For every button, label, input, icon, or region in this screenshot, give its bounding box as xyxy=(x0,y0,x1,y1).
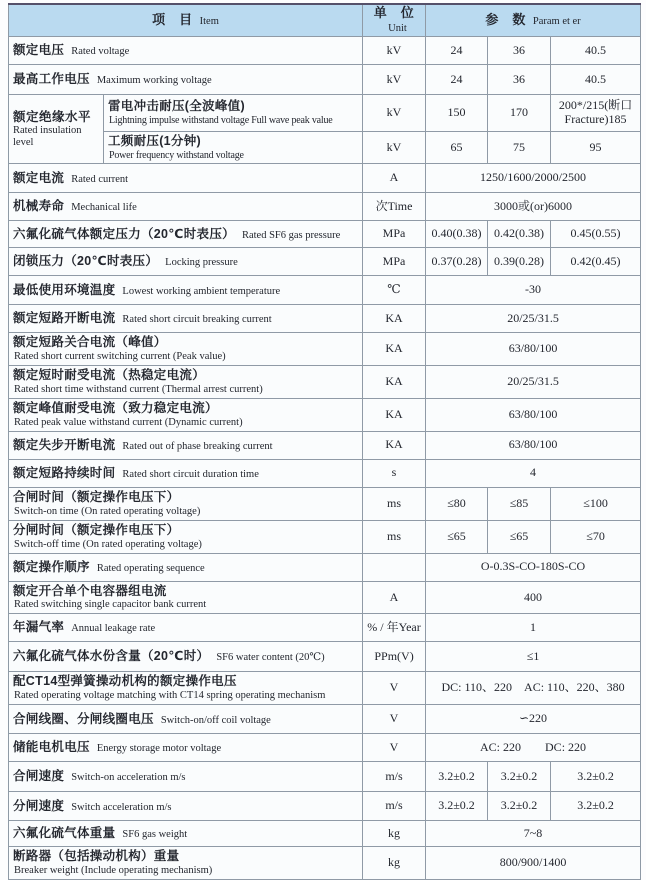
item-en: Switch-on acceleration m/s xyxy=(71,772,186,784)
item-cell xyxy=(9,305,363,333)
value-cell: 63/80/100 xyxy=(426,333,641,366)
table-row xyxy=(9,276,641,305)
table-row xyxy=(9,734,641,762)
value-cell: 0.39(0.28) xyxy=(488,248,551,276)
unit-cell: % / 年Year xyxy=(363,614,426,642)
unit-cell: 次Time xyxy=(363,193,426,221)
value-cell: 1250/1600/2000/2500 xyxy=(426,164,641,193)
item-cell xyxy=(9,333,363,366)
item-cell xyxy=(9,37,363,65)
header-param xyxy=(426,4,641,37)
item-cell xyxy=(9,276,363,305)
header-unit-zh: 单 位 xyxy=(373,5,415,20)
item-cell xyxy=(9,520,363,553)
item-en: Breaker weight (Include operating mechanism) xyxy=(14,865,213,877)
value-cell: 36 xyxy=(488,37,551,65)
value-cell: ≤65 xyxy=(488,520,551,553)
unit-cell xyxy=(363,553,426,581)
unit-cell: s xyxy=(363,459,426,487)
item-en: Energy storage motor voltage xyxy=(96,743,222,755)
value-cell: 3.2±0.2 xyxy=(426,792,488,821)
item-zh: 六氟化硫气体水份含量（20℃时） xyxy=(13,649,210,664)
value-cell: ≤70 xyxy=(551,520,641,553)
unit-cell: PPm(V) xyxy=(363,642,426,672)
item-cell xyxy=(9,614,363,642)
table-row xyxy=(9,847,641,880)
item-en: Rated operating sequence xyxy=(96,562,205,574)
group-zh: 额定绝缘水平 xyxy=(13,110,92,125)
item-zh: 最低使用环境温度 xyxy=(13,282,116,297)
item-en: SF6 gas weight xyxy=(122,829,188,841)
item-en: Rated out of phase breaking current xyxy=(122,440,273,452)
item-en: Switch-on/off coil voltage xyxy=(160,714,271,726)
item-en: Power frequency withstand voltage xyxy=(109,149,244,161)
item-cell xyxy=(9,459,363,487)
item-zh: 雷电冲击耐压(全波峰值) xyxy=(108,99,245,114)
unit-cell: kV xyxy=(363,95,426,132)
item-en: Rated short current switching current (Peak value) xyxy=(14,351,226,363)
item-zh: 六氟化硫气体额定压力（20℃时表压） xyxy=(13,226,235,241)
unit-cell: MPa xyxy=(363,221,426,248)
item-cell xyxy=(9,399,363,432)
item-cell xyxy=(9,164,363,193)
value-cell: 95 xyxy=(551,132,641,164)
item-zh: 合闸速度 xyxy=(13,769,65,784)
item-zh: 分闸速度 xyxy=(13,798,65,813)
value-cell: -30 xyxy=(426,276,641,305)
spec-table xyxy=(8,3,641,880)
unit-cell: KA xyxy=(363,431,426,459)
table-row xyxy=(9,672,641,705)
value-cell: 20/25/31.5 xyxy=(426,305,641,333)
item-zh: 额定操作顺序 xyxy=(13,559,90,574)
table-row xyxy=(9,95,641,132)
item-zh: 储能电机电压 xyxy=(13,740,90,755)
item-cell xyxy=(9,847,363,880)
table-row xyxy=(9,366,641,399)
item-cell xyxy=(9,553,363,581)
table-row xyxy=(9,193,641,221)
item-en: Rated SF6 gas pressure xyxy=(241,229,341,241)
table-row xyxy=(9,65,641,95)
item-en: Rated current xyxy=(71,173,129,185)
item-zh: 分闸时间（额定操作电压下） xyxy=(13,522,180,537)
table-row xyxy=(9,399,641,432)
item-en: Rated voltage xyxy=(71,45,130,57)
item-zh: 六氟化硫气体重量 xyxy=(13,826,116,841)
item-en: Rated operating voltage matching with CT14 spring operating mechanism xyxy=(14,690,326,702)
item-en: Rated peak value withstand current (Dynamic current) xyxy=(14,416,243,428)
value-line2: Fracture)185 xyxy=(564,112,627,126)
item-en: Annual leakage rate xyxy=(71,623,156,635)
table-row xyxy=(9,487,641,520)
value-cell: 400 xyxy=(426,581,641,614)
value-cell: ≤65 xyxy=(426,520,488,553)
value-cell: 150 xyxy=(426,95,488,132)
table-row xyxy=(9,248,641,276)
value-cell: 0.42(0.45) xyxy=(551,248,641,276)
unit-cell: V xyxy=(363,672,426,705)
table-row xyxy=(9,614,641,642)
table-row xyxy=(9,642,641,672)
value-cell: 0.40(0.38) xyxy=(426,221,488,248)
value-cell: AC: 220 DC: 220 xyxy=(426,734,641,762)
value-cell: 40.5 xyxy=(551,37,641,65)
item-en: Rated short time withstand current (Thermal arrest current) xyxy=(14,383,263,395)
item-cell xyxy=(9,366,363,399)
item-zh: 额定失步开断电流 xyxy=(13,437,116,452)
item-zh: 配CT14型弹簧操动机构的额定操作电压 xyxy=(13,674,237,689)
item-zh: 闭锁压力（20℃时表压） xyxy=(13,254,159,269)
value-cell: 63/80/100 xyxy=(426,399,641,432)
table-row xyxy=(9,581,641,614)
value-cell: 75 xyxy=(488,132,551,164)
value-line1: 200*/215(断口 xyxy=(558,98,633,113)
value-cell: 65 xyxy=(426,132,488,164)
item-cell xyxy=(104,132,363,164)
insulation-group-cell xyxy=(9,95,104,164)
value-cell: DC: 110、220 AC: 110、220、380 xyxy=(426,672,641,705)
unit-cell: kV xyxy=(363,37,426,65)
item-en: Lowest working ambient temperature xyxy=(122,285,281,297)
header-item-zh: 项 目 xyxy=(152,11,193,27)
table-row xyxy=(9,762,641,792)
unit-cell: kV xyxy=(363,132,426,164)
table-row xyxy=(9,792,641,821)
header-row xyxy=(9,4,641,37)
item-cell xyxy=(9,221,363,248)
value-cell: ≤1 xyxy=(426,642,641,672)
item-en: Rated switching single capacitor bank current xyxy=(14,599,207,611)
item-zh: 最高工作电压 xyxy=(13,71,90,86)
item-cell xyxy=(9,792,363,821)
header-param-en: Param et er xyxy=(532,15,581,27)
item-en: Switch acceleration m/s xyxy=(71,801,172,813)
unit-cell: ms xyxy=(363,487,426,520)
value-cell: 24 xyxy=(426,37,488,65)
header-param-zh: 参 数 xyxy=(485,11,526,27)
value-cell: 170 xyxy=(488,95,551,132)
unit-cell: V xyxy=(363,705,426,734)
unit-cell: m/s xyxy=(363,792,426,821)
unit-cell: ms xyxy=(363,520,426,553)
item-en: Lightning impulse withstand voltage Full wave peak value xyxy=(109,115,333,127)
value-cell: 63/80/100 xyxy=(426,431,641,459)
table-row xyxy=(9,459,641,487)
value-cell: 24 xyxy=(426,65,488,95)
item-en: Mechanical life xyxy=(71,202,137,214)
unit-cell: kV xyxy=(363,65,426,95)
value-cell: 3.2±0.2 xyxy=(551,792,641,821)
item-cell xyxy=(9,672,363,705)
unit-cell: KA xyxy=(363,305,426,333)
item-cell xyxy=(9,642,363,672)
item-zh: 额定短时耐受电流（热稳定电流） xyxy=(13,368,206,383)
item-en: Locking pressure xyxy=(165,257,238,269)
value-cell: 4 xyxy=(426,459,641,487)
item-cell xyxy=(9,821,363,847)
value-cell: 3000或(or)6000 xyxy=(426,193,641,221)
value-cell: 36 xyxy=(488,65,551,95)
value-cell: 0.42(0.38) xyxy=(488,221,551,248)
item-en: Rated short circuit duration time xyxy=(122,468,259,480)
value-cell: ∽220 xyxy=(426,705,641,734)
value-cell: ≤85 xyxy=(488,487,551,520)
unit-cell: m/s xyxy=(363,762,426,792)
unit-cell: A xyxy=(363,164,426,193)
value-cell: 800/900/1400 xyxy=(426,847,641,880)
item-cell xyxy=(9,762,363,792)
item-cell xyxy=(9,581,363,614)
table-row xyxy=(9,821,641,847)
item-en: SF6 water content (20℃) xyxy=(216,652,325,664)
value-cell: 3.2±0.2 xyxy=(426,762,488,792)
unit-cell: ℃ xyxy=(363,276,426,305)
item-cell xyxy=(9,734,363,762)
item-zh: 断路器（包括操动机构）重量 xyxy=(13,849,180,864)
table-row xyxy=(9,705,641,734)
table-row xyxy=(9,132,641,164)
item-cell xyxy=(9,248,363,276)
item-cell xyxy=(9,487,363,520)
item-zh: 额定短路持续时间 xyxy=(13,465,116,480)
unit-cell: KA xyxy=(363,333,426,366)
unit-cell: KA xyxy=(363,366,426,399)
table-row xyxy=(9,37,641,65)
item-cell xyxy=(9,431,363,459)
value-cell: 7~8 xyxy=(426,821,641,847)
header-item-en: Item xyxy=(199,15,219,27)
group-en: Rated insulation level xyxy=(13,125,82,148)
table-row xyxy=(9,431,641,459)
unit-cell: kg xyxy=(363,847,426,880)
item-en: Switch-off time (On rated operating voltage) xyxy=(14,538,202,550)
item-en: Switch-on time (On rated operating voltage) xyxy=(14,505,201,517)
header-unit xyxy=(363,4,426,37)
header-item xyxy=(9,4,363,37)
table-row xyxy=(9,333,641,366)
table-row xyxy=(9,221,641,248)
value-cell: 0.45(0.55) xyxy=(551,221,641,248)
item-zh: 额定开合单个电容器组电流 xyxy=(13,583,167,598)
item-zh: 额定峰值耐受电流（致力稳定电流） xyxy=(13,401,218,416)
item-cell xyxy=(9,65,363,95)
unit-cell: kg xyxy=(363,821,426,847)
header-unit-en: Unit xyxy=(388,22,407,34)
value-cell: 3.2±0.2 xyxy=(488,792,551,821)
value-cell: 1 xyxy=(426,614,641,642)
item-zh: 工频耐压(1分钟) xyxy=(108,134,201,148)
table-row xyxy=(9,305,641,333)
item-zh: 合闸线圈、分闸线圈电压 xyxy=(13,711,154,726)
item-zh: 额定短路关合电流（峰值） xyxy=(13,335,167,350)
item-zh: 合闸时间（额定操作电压下） xyxy=(13,489,180,504)
unit-cell: V xyxy=(363,734,426,762)
value-cell: O-0.3S-CO-180S-CO xyxy=(426,553,641,581)
unit-cell: A xyxy=(363,581,426,614)
item-en: Maximum working voltage xyxy=(96,74,212,86)
value-cell: 20/25/31.5 xyxy=(426,366,641,399)
value-cell: 40.5 xyxy=(551,65,641,95)
item-zh: 额定电压 xyxy=(13,42,65,57)
unit-cell: MPa xyxy=(363,248,426,276)
value-cell: 3.2±0.2 xyxy=(488,762,551,792)
value-cell: 0.37(0.28) xyxy=(426,248,488,276)
table-row xyxy=(9,553,641,581)
value-cell: ≤100 xyxy=(551,487,641,520)
unit-cell: KA xyxy=(363,399,426,432)
item-cell xyxy=(9,705,363,734)
item-zh: 额定短路开断电流 xyxy=(13,311,116,326)
item-cell xyxy=(9,193,363,221)
item-en: Rated short circuit breaking current xyxy=(122,314,272,326)
item-zh: 机械寿命 xyxy=(13,199,65,214)
item-zh: 额定电流 xyxy=(13,170,65,185)
value-cell xyxy=(551,95,641,132)
value-cell: 3.2±0.2 xyxy=(551,762,641,792)
table-row xyxy=(9,520,641,553)
item-cell xyxy=(104,95,363,132)
table-row xyxy=(9,164,641,193)
value-cell: ≤80 xyxy=(426,487,488,520)
item-zh: 年漏气率 xyxy=(13,620,65,635)
